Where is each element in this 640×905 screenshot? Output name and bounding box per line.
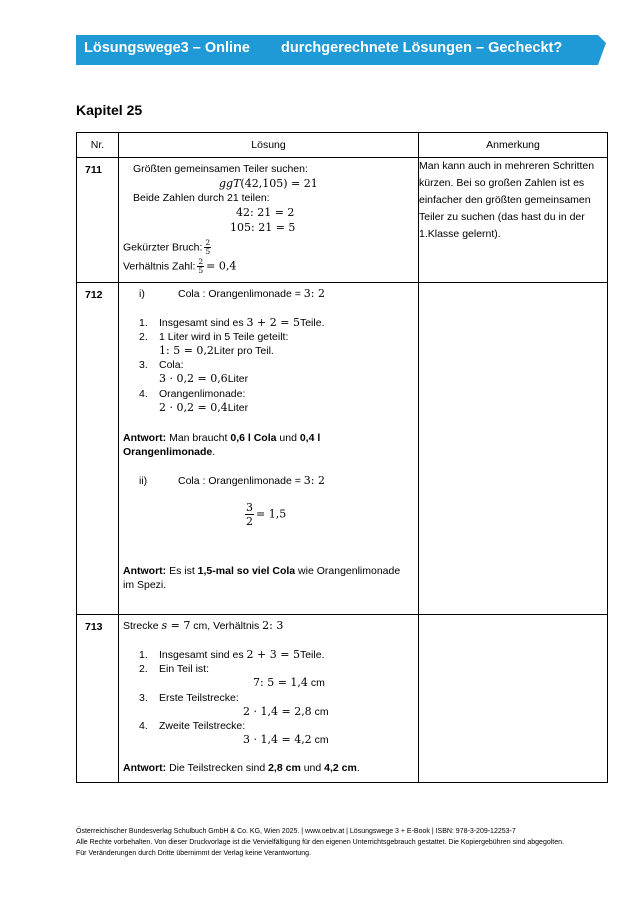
- answer-line: im Spezi.: [123, 579, 167, 591]
- answer-line: Antwort: Die Teilstrecken sind 2,8 cm und 4,2 cm.: [123, 762, 360, 774]
- footer-line: Alle Rechte vorbehalten. Von dieser Druckvorlage ist die Vervielfältigung für den eigenen Unterrichtsgebrauch gestattet. Die Kopiergebühren sind abgegolten.: [76, 839, 564, 846]
- answer-line: Antwort: Man braucht 0,6 l Cola und 0,4 l: [123, 432, 321, 444]
- banner-title-left: Lösungswege3 – Online: [84, 40, 250, 56]
- solution-line: Größten gemeinsamen Teiler suchen:: [133, 163, 308, 175]
- step-number: 2.: [139, 331, 148, 343]
- solution-line: 3 · 0,2 = 0,6Liter: [159, 372, 249, 385]
- solution-line: Cola:: [159, 359, 184, 371]
- solution-cell: [119, 615, 419, 783]
- step-number: 1.: [139, 649, 148, 661]
- solution-cell: [119, 283, 419, 615]
- table-row: [77, 158, 608, 283]
- fraction-equation: $\frac{3}{2}$ = 1,5: [246, 501, 287, 528]
- fraction: $\frac{3}{2}$: [246, 501, 253, 528]
- solution-line: Strecke s = 7 cm, Verhältnis 2: 3: [123, 619, 284, 632]
- solution-line: Cola : Orangenlimonade = 3: 2: [178, 287, 325, 300]
- footer: [76, 826, 564, 859]
- step-number: 2.: [139, 663, 148, 675]
- solution-line: [123, 258, 236, 275]
- solution-line: Zweite Teilstrecke:: [159, 720, 246, 732]
- solution-line: 42: 21 = 2: [236, 206, 295, 219]
- solution-line: Orangenlimonade:: [159, 388, 246, 400]
- banner-title-right: durchgerechnete Lösungen – Gecheckt?: [281, 40, 563, 56]
- footer-line: Für Veränderungen durch Dritte übernimmt der Verlag keine Verantwortung.: [76, 850, 312, 857]
- solution-cell: [119, 158, 419, 283]
- solution-line: Insgesamt sind es 2 + 3 = 5Teile.: [159, 648, 325, 661]
- step-number: 3.: [139, 359, 148, 371]
- math-text: = 0,4: [206, 259, 237, 273]
- table-row: [77, 615, 608, 783]
- remark-cell: [419, 615, 608, 783]
- row-number: 711: [77, 158, 119, 283]
- fraction: $\frac{2}{5}$: [198, 257, 204, 275]
- step-number: 3.: [139, 692, 148, 704]
- step-number: 1.: [139, 317, 148, 329]
- step-number: 4.: [139, 720, 148, 732]
- fraction: $\frac{2}{5}$: [205, 238, 211, 256]
- math-text: (42,105) = 21: [240, 177, 318, 190]
- step-number: 4.: [139, 388, 148, 400]
- chapter-title: Kapitel 25: [76, 102, 143, 118]
- solution-line: [123, 239, 213, 256]
- answer-line: Antwort: Es ist 1,5-mal so viel Cola wie Orangenlimonade: [123, 565, 401, 577]
- solution-line: Beide Zahlen durch 21 teilen:: [133, 192, 270, 204]
- solution-line: 2 · 0,2 = 0,4Liter: [159, 401, 249, 414]
- solution-line: 3 · 1,4 = 4,2 cm: [243, 733, 329, 746]
- remark-cell: [419, 283, 608, 615]
- row-number: 713: [77, 615, 119, 783]
- solutions-table: [76, 132, 608, 783]
- header-remark: Anmerkung: [419, 133, 608, 158]
- solution-line: 2 · 1,4 = 2,8 cm: [243, 705, 329, 718]
- header-solution: Lösung: [119, 133, 419, 158]
- solution-line: 1: 5 = 0,2Liter pro Teil.: [159, 344, 274, 357]
- part-label: i): [139, 288, 145, 300]
- label-text: Gekürzter Bruch:: [123, 241, 203, 254]
- solution-line: 7: 5 = 1,4 cm: [253, 676, 325, 689]
- footer-line: Österreichischer Bundesverlag Schulbuch GmbH & Co. KG, Wien 2025. | www.oebv.at | Lösungswege 3 + E-Book | ISBN: 978-3-209-12253-7: [76, 828, 516, 835]
- solution-line: Ein Teil ist:: [159, 663, 209, 675]
- header-banner: [76, 35, 606, 65]
- table-header-row: [77, 133, 608, 158]
- remark-cell: Man kann auch in mehreren Schritten kürzen. Bei so großen Zahlen ist es einfacher den größten gemeinsamen Teiler zu suchen (das hast du in der 1.Klasse gelernt).: [419, 158, 608, 283]
- header-nr: Nr.: [77, 133, 119, 158]
- solution-line: Insgesamt sind es 3 + 2 = 5Teile.: [159, 316, 325, 329]
- solution-line: 105: 21 = 5: [230, 221, 296, 234]
- part-label: ii): [139, 475, 148, 487]
- label-text: Verhältnis Zahl:: [123, 260, 196, 273]
- math-text: ggT: [219, 177, 241, 190]
- table-row: [77, 283, 608, 615]
- solution-line: Cola : Orangenlimonade = 3: 2: [178, 474, 325, 487]
- solution-line: Erste Teilstrecke:: [159, 692, 239, 704]
- row-number: 712: [77, 283, 119, 615]
- solution-line: [219, 177, 318, 191]
- answer-line: Orangenlimonade.: [123, 446, 216, 458]
- solution-line: 1 Liter wird in 5 Teile geteilt:: [159, 331, 289, 343]
